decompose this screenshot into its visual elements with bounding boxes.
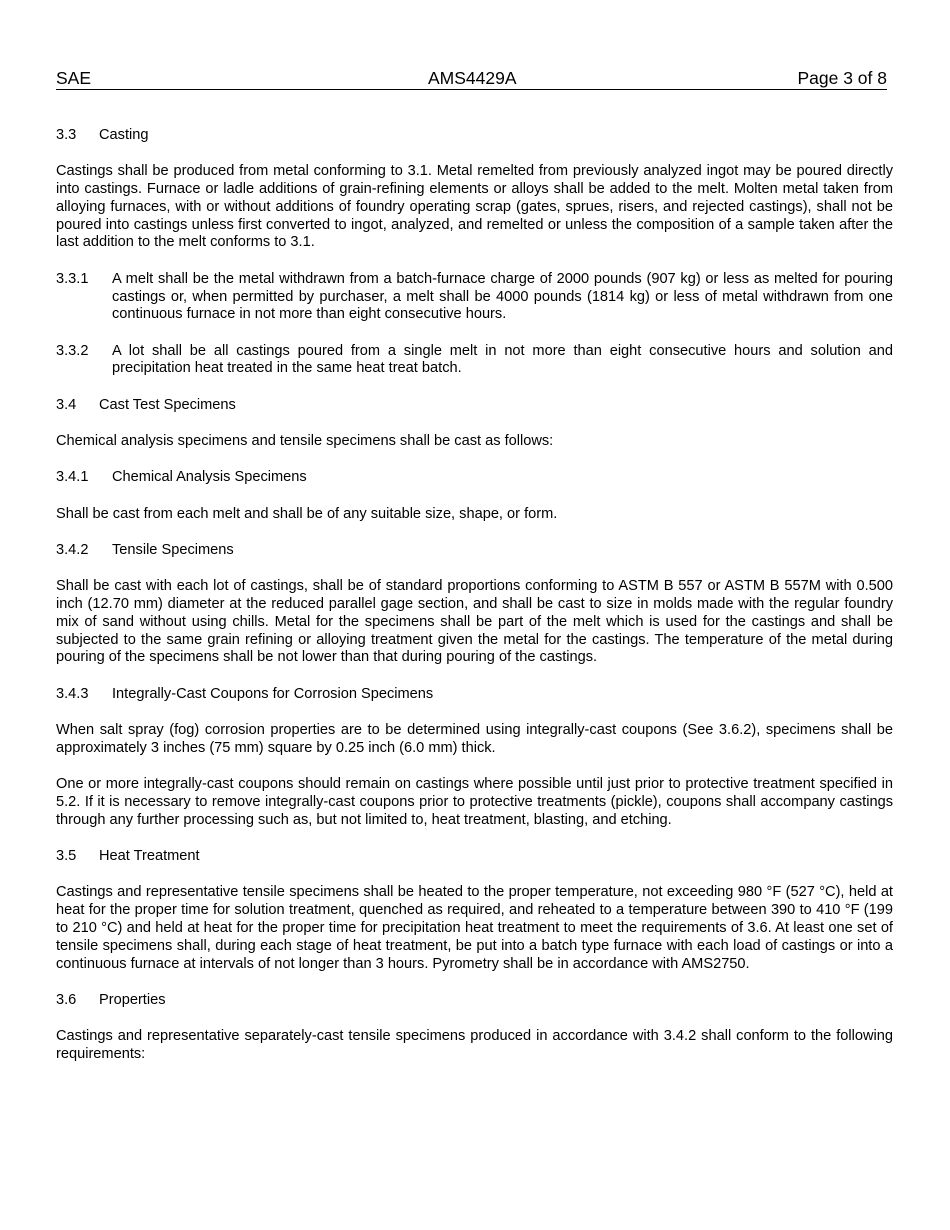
section-heading-3-6 (56, 992, 893, 1010)
section-number: 3.4 (56, 396, 77, 413)
paragraph-text: A melt shall be the metal withdrawn from a batch-furnace charge of 2000 pounds (907 kg) or less as melted for pouring castings or, when permitted by purchaser, a melt shall be 4000 pounds (1814 kg) or less of metal withdrawn from one continuous furnace in not more than eight consecutive hours. (112, 270, 893, 323)
page-header (56, 68, 887, 90)
document-body (56, 127, 893, 1082)
section-heading-3-4-2 (56, 542, 893, 560)
section-title: Cast Test Specimens (99, 396, 236, 413)
paragraph-text: A lot shall be all castings poured from a single melt in not more than eight consecutive hours and solution and precipitation heat treated in the same heat treat batch. (112, 342, 893, 377)
section-heading-3-4 (56, 397, 893, 415)
section-number: 3.4.1 (56, 469, 89, 486)
section-number: 3.6 (56, 991, 77, 1008)
section-number: 3.4.2 (56, 541, 89, 558)
section-heading-3-4-3 (56, 686, 893, 704)
paragraph-3-4-3-b: One or more integrally-cast coupons should remain on castings where possible until just prior to protective treatment specified in 5.2. If it is necessary to remove integrally-cast coupons prior to protective treatments (pickle), coupons shall accompany castings through any further processing such as, but not limited to, heat treatment, blasting, and etching. (56, 776, 893, 828)
header-org: SAE (56, 68, 92, 88)
paragraph-3-4-1: Shall be cast from each melt and shall be of any suitable size, shape, or form. (56, 505, 558, 522)
section-number: 3.3 (56, 127, 77, 143)
paragraph-3-4: Chemical analysis specimens and tensile specimens shall be cast as follows: (56, 433, 554, 450)
paragraph-3-4-3-a: When salt spray (fog) corrosion properties are to be determined using integrally-cast coupons (See 3.6.2), specimens shall be approximately 3 inches (75 mm) square by 0.25 inch (6.0 mm) thick. (56, 722, 893, 756)
paragraph-3-3-1 (56, 271, 893, 324)
section-title: Casting (99, 127, 149, 143)
paragraph-3-6: Castings and representative separately-cast tensile specimens produced in accordance with 3.4.2 shall conform to the following requirements: (56, 1028, 893, 1062)
section-title: Chemical Analysis Specimens (112, 469, 307, 486)
section-number: 3.3.2 (56, 342, 89, 359)
header-doc-number: AMS4429A (428, 68, 517, 88)
section-heading-3-3 (56, 127, 893, 145)
section-heading-3-5 (56, 848, 893, 866)
section-title: Heat Treatment (99, 848, 200, 865)
section-title: Tensile Specimens (112, 541, 234, 558)
section-title: Integrally-Cast Coupons for Corrosion Specimens (112, 685, 434, 702)
header-page-number: Page 3 of 8 (797, 68, 887, 88)
section-title: Properties (99, 991, 166, 1008)
paragraph-3-3-2 (56, 343, 893, 379)
section-heading-3-4-1 (56, 469, 893, 487)
section-number: 3.4.3 (56, 685, 89, 702)
paragraph-3-5: Castings and representative tensile specimens shall be heated to the proper temperature, not exceeding 980 °F (527 °C), held at heat for the proper time for solution treatment, quenched as required, and reheated to a temperature between 390 to 410 °F (199 to 210 °C) and held at heat for the proper time for precipitation heat treatment to meet the requirements of 3.6. At least one set of tensile specimens shall, during each stage of heat treatment, be put into a batch type furnace with each load of castings or into a continuous furnace at intervals of not longer than 3 hours. Pyrometry shall be in accordance with AMS2750. (56, 884, 893, 972)
paragraph-3-3: Castings shall be produced from metal conforming to 3.1. Metal remelted from previously analyzed ingot may be poured directly into castings. Furnace or ladle additions of grain-refining elements or alloys shall be added to the melt. Molten metal taken from alloying furnaces, with or without additions of foundry operating scrap (gates, sprues, risers, and rejected castings), shall not be poured into castings unless first converted to ingot, analyzed, and remelted or unless the composition of a sample taken after the last addition to the melt conforms to 3.1. (56, 163, 893, 251)
paragraph-3-4-2: Shall be cast with each lot of castings, shall be of standard proportions conforming to ASTM B 557 or ASTM B 557M with 0.500 inch (12.70 mm) diameter at the reduced parallel gage section, and shall be cast to size in molds made with the regular foundry mix of sand without using chills. Metal for the specimens shall be part of the melt which is used for the castings and shall be subjected to the same grain refining or alloying treatment given the metal for the castings. The temperature of the metal during pouring of the specimens shall be not lower than that during pouring of the castings. (56, 578, 893, 666)
section-number: 3.3.1 (56, 270, 89, 287)
section-number: 3.5 (56, 848, 77, 865)
